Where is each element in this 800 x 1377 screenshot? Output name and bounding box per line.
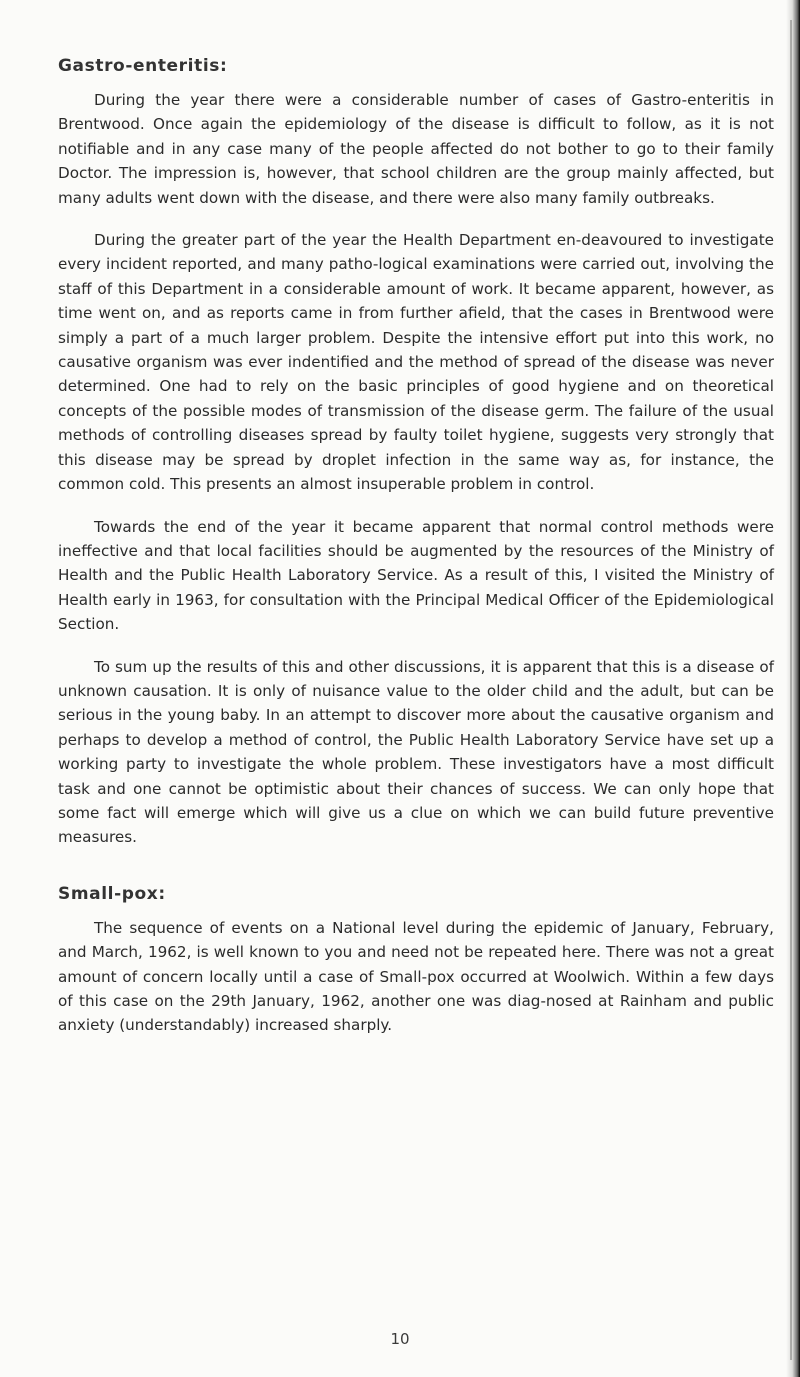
page-content (58, 52, 774, 1056)
paragraph: During the greater part of the year the Health Department en-deavoured to investigate every incident reported, and many patho-logical examinations were carried out, involving the staff of this Department in a considerable amount of work. It became apparent, however, as time went on, and as reports came in from further afield, that the cases in Brentwood were simply a part of a much larger problem. Despite the intensive effort put into this work, no causative organism was ever indentified and the method of spread of the disease was never determined. One had to rely on the basic principles of good hygiene and on theoretical concepts of the possible modes of transmission of the disease germ. The failure of the usual methods of controlling diseases spread by faulty toilet hygiene, suggests very strongly that this disease may be spread by droplet infection in the same way as, for instance, the common cold. This presents an almost insuperable problem in control. (58, 231, 774, 494)
paragraph: During the year there were a considerable number of cases of Gastro-enteritis in Brentwood. Once again the epidemiology of the disease is difficult to follow, as it is not notifiable and in any case many of the people affected do not bother to go to their family Doctor. The impression is, however, that school children are the group mainly affected, but many adults went down with the disease, and there were also many family outbreaks. (58, 91, 774, 207)
section-heading-small-pox: Small-pox: (58, 883, 166, 904)
page-edge-shadow (786, 0, 800, 1377)
page-number: 10 (390, 1330, 410, 1348)
paragraph: The sequence of events on a National level during the epidemic of January, February, and March, 1962, is well known to you and need not be repeated here. There was not a great amount of concern locally until a case of Small-pox occurred at Woolwich. Within a few days of this case on the 29th January, 1962, another one was diag-nosed at Rainham and public anxiety (understandably) increased sharply. (58, 918, 774, 1035)
paragraph: Towards the end of the year it became apparent that normal control methods were ineffective and that local facilities should be augmented by the resources of the Ministry of Health and the Public Health Laboratory Service. As a result of this, I visited the Ministry of Health early in 1963, for consultation with the Principal Medical Officer of the Epidemiological Section. (58, 517, 774, 634)
paragraph: To sum up the results of this and other discussions, it is apparent that this is a disease of unknown causation. It is only of nuisance value to the older child and the adult, but can be serious in the young baby. In an attempt to discover more about the causative organism and perhaps to develop a method of control, the Public Health Laboratory Service have set up a working party to investigate the whole problem. These investigators have a most difficult task and one cannot be optimistic about their chances of success. We can only hope that some fact will emerge which will give us a clue on which we can build future preventive measures. (58, 657, 774, 847)
section-heading-gastro-enteritis: Gastro-enteritis: (58, 56, 228, 76)
page-edge-line (790, 20, 792, 1360)
